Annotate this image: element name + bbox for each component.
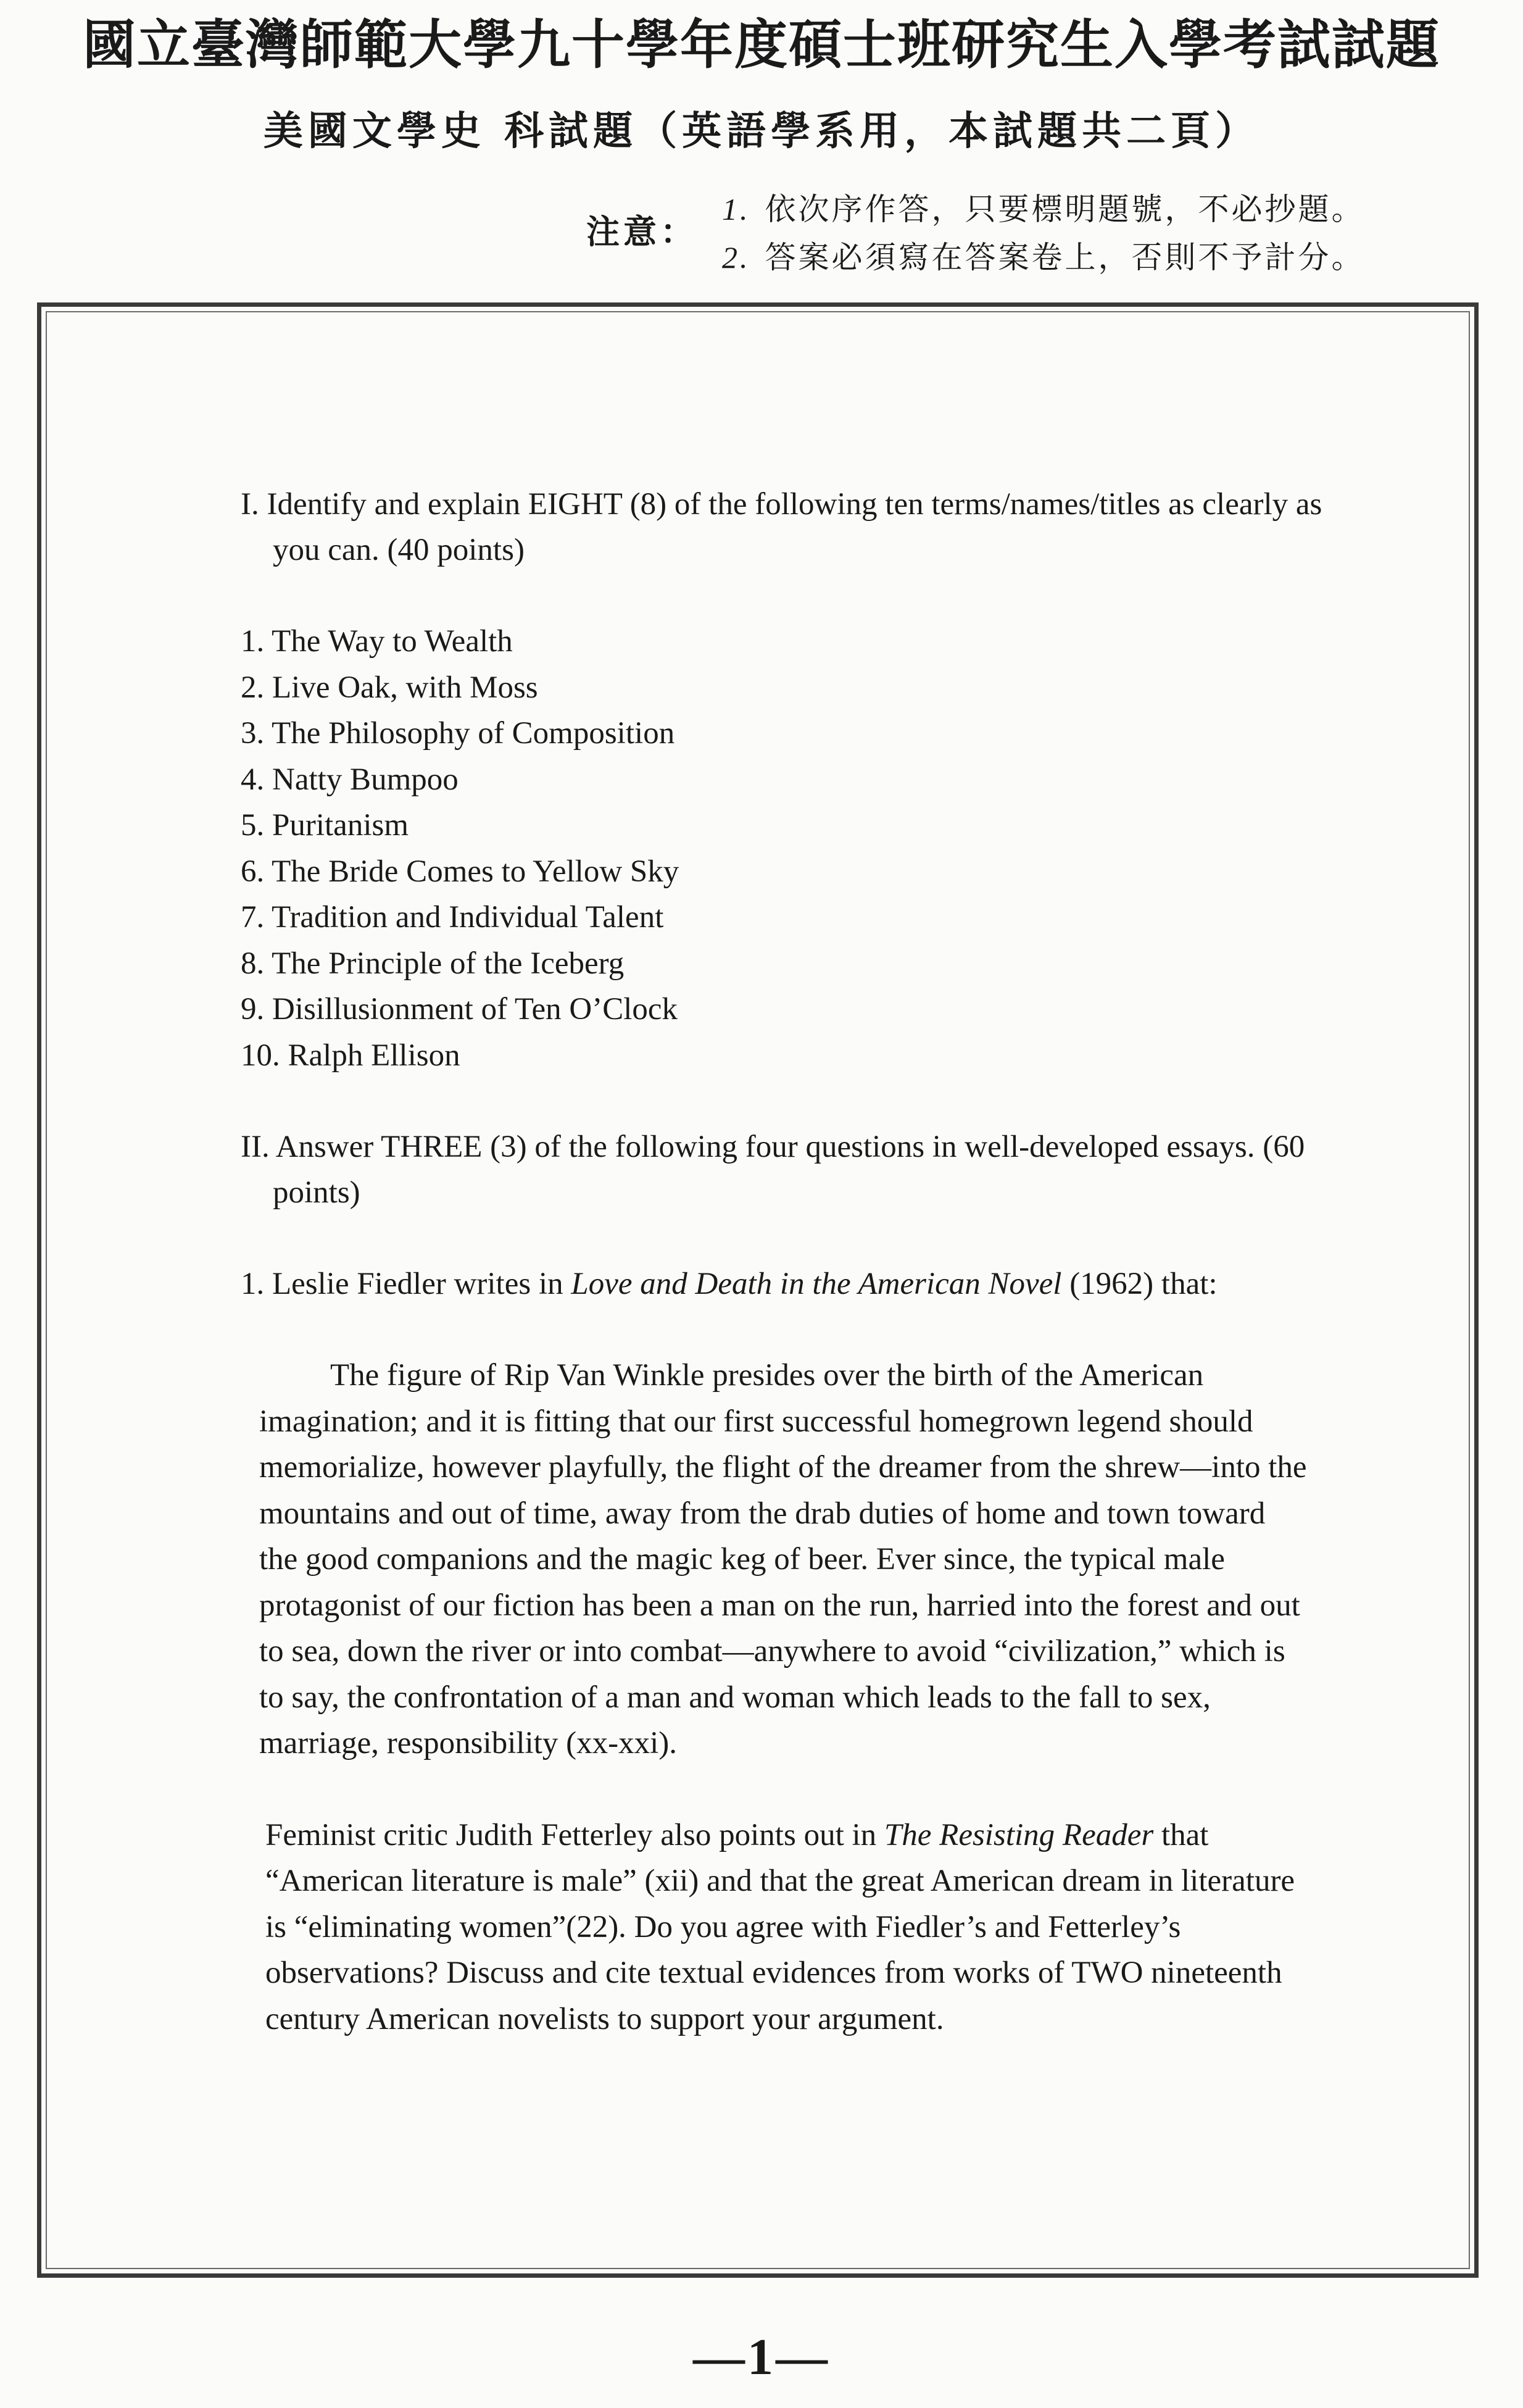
followup-text: Feminist critic Judith Fetterley also points out in bbox=[265, 1817, 884, 1852]
notice-item bbox=[722, 233, 1365, 281]
question1-followup bbox=[265, 1812, 1302, 2043]
list-item: 1. The Way to Wealth bbox=[241, 624, 513, 659]
fiedler-quote: The figure of Rip Van Winkle presides over the birth of the American imagination; and it is fitting that our first successful homegrown legend should memorialize, however playfully, the flight of the dreamer from the shrew—into the mountains and out of time, away from the drab duties of home and town toward the good companions and the magic keg of beer. Ever since, the typical male protagonist of our fiction has been a man on the run, harried into the forest and out to sea, down the river or into combat—anywhere to avoid “civilization,” which is to say, the confrontation of a man and woman which leads to the fall to sex, marriage, responsibility (xx-xxi). bbox=[259, 1358, 1307, 1760]
book-title: The Resisting Reader bbox=[884, 1817, 1154, 1852]
list-item: 3. The Philosophy of Composition bbox=[241, 716, 675, 751]
question1-intro-text: 1. Leslie Fiedler writes in bbox=[241, 1267, 571, 1301]
question1-intro-tail: (1962) that: bbox=[1061, 1267, 1218, 1301]
notice-text: 依次序作答，只要標明題號，不必抄題。 bbox=[765, 191, 1365, 227]
list-item: 8. The Principle of the Iceberg bbox=[241, 946, 625, 981]
section2-instruction: II. Answer THREE (3) of the following four questions in well-developed essays. (60 points) bbox=[241, 1130, 1305, 1210]
term-list bbox=[241, 619, 1327, 1078]
notice-number: 1. bbox=[722, 192, 750, 227]
notice-label: 注意： bbox=[586, 212, 697, 251]
page-number: —1— bbox=[693, 2328, 830, 2386]
list-item: 2. Live Oak, with Moss bbox=[241, 670, 538, 705]
book-title: Love and Death in the American Novel bbox=[571, 1267, 1062, 1301]
followup-tail: that “American literature is male” (xii) and that the great American dream in literature is “eliminating women”(22). Do you agree with Fiedler’s and Fetterley’s observations? Discuss and cite textual evidences from works of TWO nineteenth century American novelists to support your argument. bbox=[265, 1817, 1295, 2036]
list-item: 5. Puritanism bbox=[241, 808, 409, 843]
notice-number: 2. bbox=[722, 240, 750, 275]
list-item: 6. The Bride Comes to Yellow Sky bbox=[241, 854, 679, 889]
notice-text: 答案必須寫在答案卷上，否則不予計分。 bbox=[765, 240, 1365, 275]
list-item: 7. Tradition and Individual Talent bbox=[241, 900, 664, 935]
question1-intro bbox=[241, 1261, 1327, 1307]
list-item: 9. Disillusionment of Ten O’Clock bbox=[241, 992, 678, 1027]
question-content bbox=[241, 481, 1327, 2042]
exam-title: 國立臺灣師範大學九十學年度碩士班研究生入學考試試題 bbox=[83, 14, 1440, 76]
notice-item bbox=[722, 185, 1365, 233]
notice-list bbox=[722, 185, 1365, 281]
list-item: 4. Natty Bumpoo bbox=[241, 762, 459, 797]
exam-subtitle: 美國文學史 科試題（英語學系用，本試題共二頁） bbox=[263, 108, 1260, 154]
list-item: 10. Ralph Ellison bbox=[241, 1038, 460, 1073]
section1-instruction: I. Identify and explain EIGHT (8) of the following ten terms/names/titles as clearly as you can. (40 points) bbox=[241, 487, 1322, 567]
